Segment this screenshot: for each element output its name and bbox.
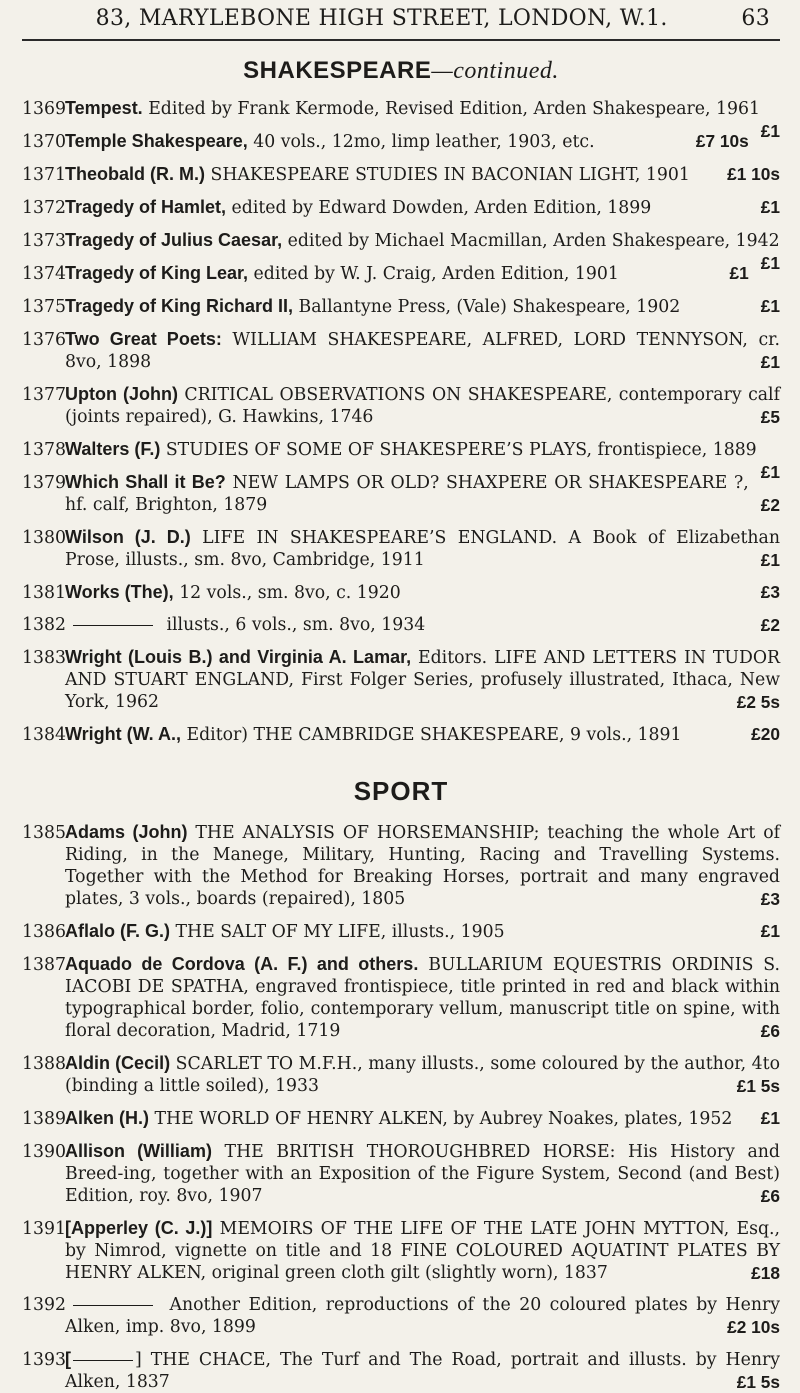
lot-heading: Tragedy of King Lear,: [65, 263, 249, 283]
lot-number: 1380: [22, 528, 66, 548]
lot-heading: [Apperley (C. J.)]: [65, 1218, 213, 1238]
lot-description: SHAKESPEARE STUDIES IN BACONIAN LIGHT, 1901: [210, 165, 690, 185]
lot-description: THE BRITISH THOROUGHBRED HORSE: His History and Breed-ing, together with an Exposition of the Figure System, Second (and Best) Edition, roy. 8vo, 1907: [65, 1142, 780, 1206]
lot-price: £7 10s: [695, 131, 749, 151]
lot-entry: [22, 1052, 780, 1097]
lot-price: £1 5s: [736, 1372, 780, 1392]
lot-entry: [22, 1217, 780, 1284]
lot-description: Edited by Frank Kermode, Revised Edition, Arden Shakespeare, 1961: [148, 99, 761, 119]
lot-number: 1374: [22, 264, 66, 284]
lot-description: STUDIES OF SOME OF SHAKESPERE’S PLAYS, frontispiece, 1889: [165, 440, 757, 460]
lot-description: Editors. LIFE AND LETTERS IN TUDOR AND STUART ENGLAND, First Folger Series, profusely illustrated, Ithaca, New York, 1962: [65, 648, 781, 712]
lot-price: £3: [760, 889, 780, 909]
lot-heading: Alken (H.): [65, 1108, 150, 1128]
lot-price: £2: [760, 615, 780, 635]
lot-entry: [22, 1348, 780, 1393]
lot-number: 1379: [22, 473, 66, 493]
lot-entry: [22, 1140, 780, 1207]
sport-section-heading: SPORT: [353, 776, 449, 806]
lot-number: 1392: [22, 1295, 66, 1315]
lot-description: MEMOIRS OF THE LIFE OF THE LATE JOHN MYTTON, Esq., by Nimrod, vignette on title and 18 FINE COLOURED AQUATINT PLATES BY HENRY ALKEN, original green cloth gilt (slightly worn), 1837: [65, 1219, 780, 1283]
lot-heading: Tragedy of Julius Caesar,: [65, 230, 283, 250]
lot-heading: Two Great Poets:: [65, 329, 222, 349]
lot-entry: [22, 163, 780, 186]
lot-entry: [22, 920, 780, 943]
lot-description: Editor) THE CAMBRIDGE SHAKESPEARE, 9 vols., 1891: [186, 725, 682, 745]
lot-number: 1384: [22, 725, 66, 745]
lot-entry: [22, 295, 780, 318]
lot-description: THE WORLD OF HENRY ALKEN, by Aubrey Noakes, plates, 1952: [154, 1109, 733, 1129]
lot-number: 1375: [22, 297, 66, 317]
lot-description: LIFE IN SHAKESPEARE’S ENGLAND. A Book of Elizabethan Prose, illusts., sm. 8vo, Cambridge, 1911: [65, 528, 780, 570]
shakespeare-lot-list: [22, 97, 780, 746]
lot-number: 1385: [22, 823, 66, 843]
sport-lot-list: [22, 821, 780, 1393]
lot-entry: [22, 821, 780, 910]
lot-number: 1378: [22, 440, 66, 460]
lot-description: THE ANALYSIS OF HORSEMANSHIP; teaching the whole Art of Riding, in the Manege, Military, Hunting, Racing and Travelling Systems. Together with the Method for Breaking Horses, portrait and many engraved plates, 3 vols., boards (repaired), 1805: [65, 823, 780, 909]
lot-entry: [22, 614, 780, 636]
lot-number: 1369: [22, 99, 66, 119]
lot-heading: Adams (John): [65, 822, 188, 842]
lot-description: NEW LAMPS OR OLD? SHAXPERE OR SHAKESPEARE ?, hf. calf, Brighton, 1879: [65, 473, 749, 515]
ditto-rule: [73, 625, 153, 626]
lot-heading: Wright (Louis B.) and Virginia A. Lamar,: [65, 647, 412, 667]
lot-heading: Aquado de Cordova (A. F.) and others.: [65, 954, 419, 974]
lot-description: 12 vols., sm. 8vo, c. 1920: [179, 583, 401, 603]
lot-description: 40 vols., 12mo, limp leather, 1903, etc.: [253, 132, 595, 152]
lot-entry: [22, 471, 780, 516]
lot-entry: [22, 953, 780, 1042]
lot-heading: Walters (F.): [65, 439, 161, 459]
lot-price: £1: [760, 921, 780, 941]
lot-description: edited by W. J. Craig, Arden Edition, 1901: [253, 264, 619, 284]
lot-price: £2: [760, 495, 780, 515]
lot-description: edited by Edward Dowden, Arden Edition, 1899: [231, 198, 652, 218]
lot-description: ] THE CHACE, The Turf and The Road, portrait and illusts. by Henry Alken, 1837: [65, 1350, 780, 1392]
lot-description: Ballantyne Press, (Vale) Shakespeare, 1902: [298, 297, 681, 317]
lot-price: £5: [760, 407, 780, 427]
lot-description: CRITICAL OBSERVATIONS ON SHAKESPEARE, contemporary calf (joints repaired), G. Hawkins, 1746: [65, 385, 780, 427]
lot-description: WILLIAM SHAKESPEARE, ALFRED, LORD TENNYSON, cr. 8vo, 1898: [65, 330, 780, 372]
lot-heading: [: [65, 1349, 71, 1369]
lot-entry: [22, 723, 780, 746]
lot-price: £1 5s: [736, 1076, 780, 1096]
lot-price: £20: [751, 724, 780, 744]
lot-price: £2 10s: [727, 1317, 780, 1337]
lot-description: THE SALT OF MY LIFE, illusts., 1905: [175, 922, 505, 942]
lot-price: £1: [760, 550, 780, 570]
lot-price: £1: [729, 263, 749, 283]
lot-entry: [22, 646, 780, 713]
lot-entry: [22, 581, 780, 604]
lot-heading: Works (The),: [65, 582, 174, 602]
lot-entry: [22, 262, 780, 285]
lot-entry: [22, 130, 780, 153]
lot-heading: Tragedy of King Richard II,: [65, 296, 294, 316]
lot-heading: Aflalo (F. G.): [65, 921, 170, 941]
lot-number: 1390: [22, 1142, 66, 1162]
lot-entry: [22, 1107, 780, 1130]
lot-price: £18: [751, 1263, 780, 1283]
lot-heading: Which Shall it Be?: [65, 472, 226, 492]
ditto-rule: [73, 1305, 153, 1306]
lot-number: 1373: [22, 231, 66, 251]
lot-entry: [22, 1294, 780, 1338]
lot-price: £6: [760, 1186, 780, 1206]
lot-heading: Wilson (J. D.): [65, 527, 191, 547]
lot-description: BULLARIUM EQUESTRIS ORDINIS S. IACOBI DE SPATHA, engraved frontispiece, title printed in red and black within typographical border, folio, contemporary vellum, manuscript title on spine, with floral decoration, Madrid, 1719: [65, 955, 781, 1041]
page-header-address: 83, MARYLEBONE HIGH STREET, LONDON, W.1.: [95, 6, 668, 31]
lot-entry: [22, 383, 780, 428]
lot-price: £1: [760, 462, 780, 482]
lot-number: 1372: [22, 198, 66, 218]
lot-entry: [22, 328, 780, 373]
section-continued: —continued.: [431, 58, 559, 84]
lot-description: edited by Michael Macmillan, Arden Shakespeare, 1942: [287, 231, 780, 251]
lot-description: SCARLET TO M.F.H., many illusts., some coloured by the author, 4to (binding a little soiled), 1933: [65, 1054, 780, 1096]
lot-heading: Tempest.: [65, 98, 143, 118]
lot-heading: Wright (W. A.,: [65, 724, 181, 744]
lot-description: illusts., 6 vols., sm. 8vo, 1934: [166, 615, 426, 635]
page-number: 63: [741, 6, 770, 31]
lot-number: 1386: [22, 922, 66, 942]
lot-price: £1: [760, 352, 780, 372]
lot-entry: [22, 196, 780, 219]
lot-number: 1371: [22, 165, 66, 185]
lot-number: 1388: [22, 1054, 66, 1074]
running-head: [22, 0, 780, 31]
lot-price: £1: [760, 121, 780, 141]
lot-number: 1391: [22, 1219, 66, 1239]
lot-number: 1389: [22, 1109, 66, 1129]
lot-number: 1382: [22, 615, 66, 635]
lot-description: Another Edition, reproductions of the 20 coloured plates by Henry Alken, imp. 8vo, 1899: [65, 1295, 780, 1337]
section-heading: [22, 57, 780, 85]
lot-heading: Theobald (R. M.): [65, 164, 205, 184]
lot-number: 1377: [22, 385, 66, 405]
lot-price: £6: [760, 1021, 780, 1041]
lot-number: 1376: [22, 330, 66, 350]
lot-heading: Aldin (Cecil): [65, 1053, 171, 1073]
lot-price: £1: [760, 253, 780, 273]
lot-number: 1387: [22, 955, 66, 975]
lot-price: £1: [760, 296, 780, 316]
lot-price: £2 5s: [736, 692, 780, 712]
ditto-rule: [73, 1360, 133, 1361]
lot-number: 1381: [22, 583, 66, 603]
lot-heading: Temple Shakespeare,: [65, 131, 248, 151]
lot-price: £3: [760, 582, 780, 602]
section-name: SHAKESPEARE: [243, 57, 432, 84]
header-rule: [22, 39, 780, 41]
lot-heading: Allison (William): [65, 1141, 212, 1161]
lot-number: 1393: [22, 1350, 66, 1370]
lot-price: £1: [760, 197, 780, 217]
lot-heading: Tragedy of Hamlet,: [65, 197, 227, 217]
lot-entry: [22, 526, 780, 571]
lot-price: £1 10s: [727, 164, 780, 184]
lot-number: 1383: [22, 648, 66, 668]
lot-price: £1: [760, 1108, 780, 1128]
lot-number: 1370: [22, 132, 66, 152]
lot-heading: Upton (John): [65, 384, 178, 404]
